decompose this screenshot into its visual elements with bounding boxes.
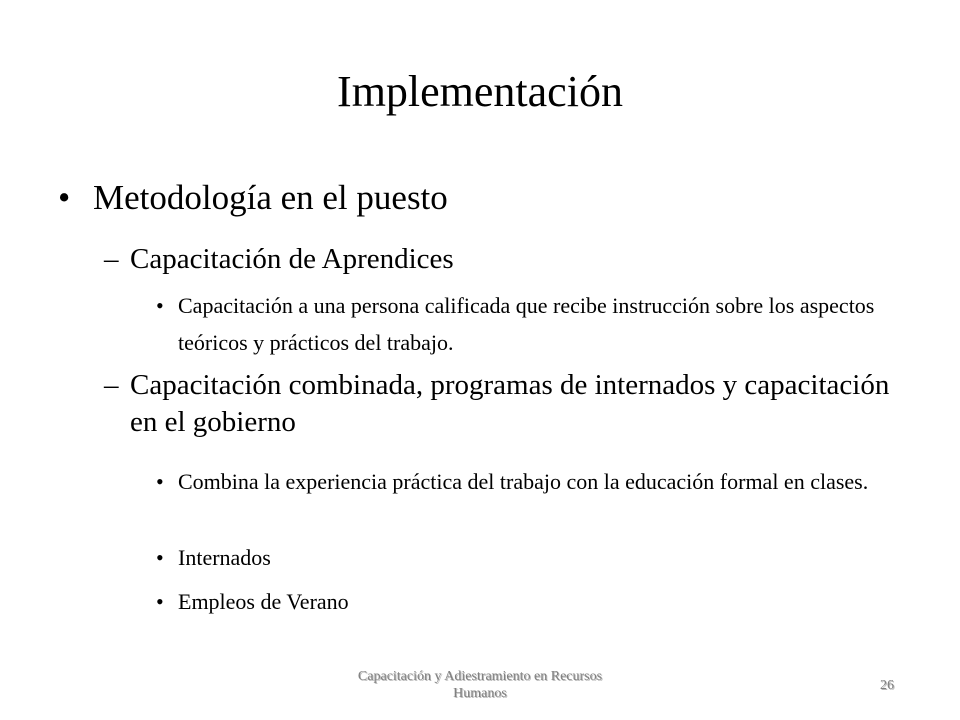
slide-title: Implementación (337, 67, 623, 116)
sub-item-text: Capacitación de Aprendices (130, 243, 454, 275)
detail-text: Empleos de Verano (178, 589, 349, 614)
dash-icon: – (104, 369, 119, 401)
detail-text: Capacitación a una persona calificada que recibe instrucción sobre los aspectos teóricos y prácticos del trabajo. (178, 293, 875, 355)
bullet-icon: • (58, 178, 71, 217)
bullet-icon: • (156, 469, 164, 494)
bullet-icon: • (156, 545, 164, 570)
dash-icon: – (104, 243, 119, 275)
footer-text: Capacitación y Adiestramiento en Recursos Humanos (357, 669, 603, 701)
sub-item-text: Capacitación combinada, programas de internados y capacitación en el gobierno (130, 369, 890, 438)
bullet-icon: • (156, 293, 164, 318)
bullet-text: Metodología en el puesto (93, 178, 448, 217)
detail-text: Combina la experiencia práctica del trabajo con la educación formal en clases. (178, 469, 869, 494)
bullet-icon: • (156, 589, 164, 614)
page-number: 26 (880, 678, 894, 693)
detail-text: Internados (178, 545, 271, 570)
